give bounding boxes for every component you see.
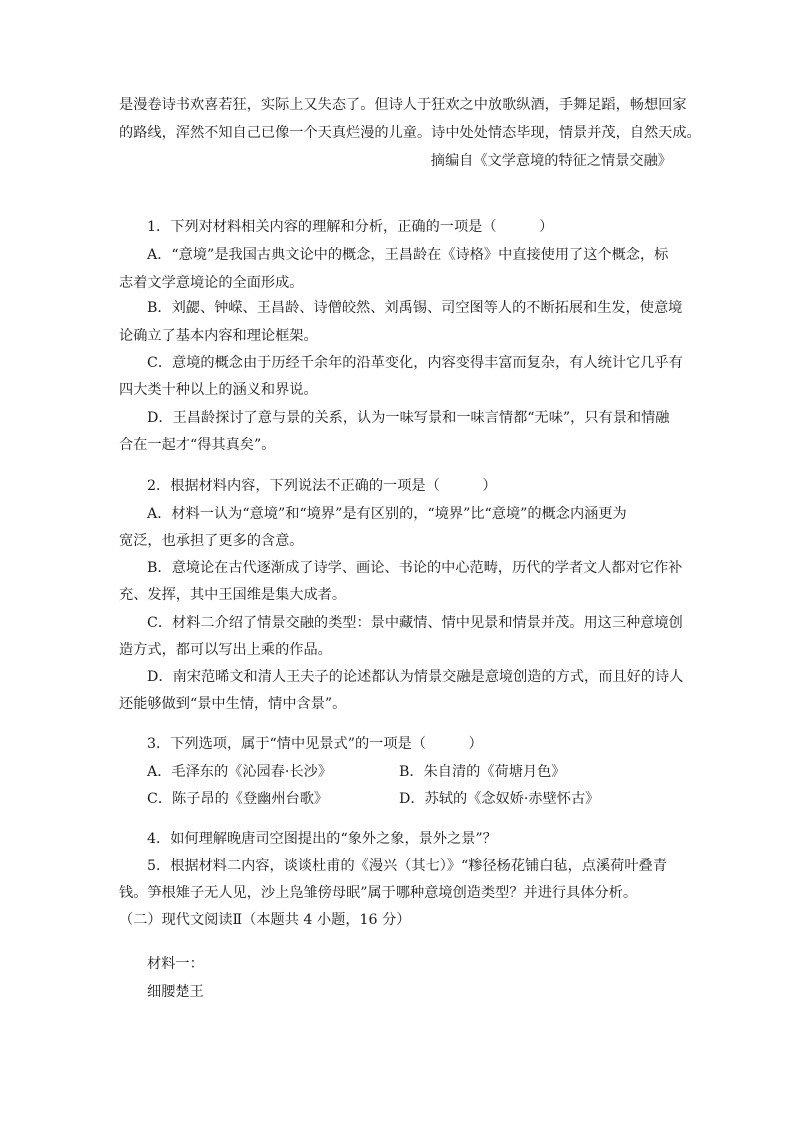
question-3-option-c: C．陈子昂的《登幽州台歌》 — [147, 791, 329, 807]
question-1-option-a-cont: 志着文学意境论的全面形成。 — [119, 275, 304, 291]
question-3-option-d: D．苏轼的《念奴娇·赤壁怀古》 — [399, 791, 600, 807]
question-2-option-c: C．材料二介绍了情景交融的类型：景中藏情、情中见景和情景并茂。用这三种意境创 — [147, 615, 683, 631]
question-1-option-d: D．王昌龄探讨了意与景的关系，认为一味写景和一味言情都“无味”，只有景和情融 — [147, 410, 670, 426]
question-2-option-b-cont: 充、发挥，其中王国维是集大成者。 — [119, 587, 347, 603]
question-1-stem: 1．下列对材料相关内容的理解和分析，正确的一项是（ ） — [147, 219, 554, 235]
section-heading: （二）现代文阅读Ⅱ（本题共 4 小题，16 分） — [119, 912, 411, 928]
question-2-option-d-cont: 还能够做到“景中生情，情中含景”。 — [119, 696, 347, 712]
question-1-option-b: B．刘勰、钟嵘、王昌龄、诗僧皎然、刘禹锡、司空图等人的不断拓展和生发，使意境 — [147, 300, 683, 316]
question-3-option-a: A．毛泽东的《沁园春·长沙》 — [147, 764, 333, 780]
question-3-stem: 3．下列选项，属于“情中见景式”的一项是（ ） — [147, 736, 483, 752]
question-1-option-a: A．“意境”是我国古典文论中的概念，王昌龄在《诗格》中直接使用了这个概念，标 — [147, 247, 669, 263]
passage-line: 是漫卷诗书欢喜若狂，实际上又失态了。但诗人于狂欢之中放歌纵酒，手舞足蹈，畅想回家 — [119, 97, 687, 113]
question-5-cont: 钱。笋根雉子无人见，沙上凫雏傍母眠”属于哪种意境创造类型？并进行具体分析。 — [119, 885, 638, 901]
material-title: 细腰楚王 — [147, 984, 204, 1000]
question-2-option-a-cont: 宽泛，也承担了更多的含意。 — [119, 533, 304, 549]
question-3-option-b: B．朱自清的《荷塘月色》 — [399, 764, 566, 780]
question-1-option-c-cont: 四大类十种以上的涵义和界说。 — [119, 382, 318, 398]
question-5: 5．根据材料二内容，谈谈杜甫的《漫兴（其七）》“糁径杨花铺白毡，点溪荷叶叠青 — [147, 858, 667, 874]
question-2-option-a: A．材料一认为“意境”和“境界”是有区别的，“境界”比“意境”的概念内涵更为 — [147, 506, 627, 522]
question-2-option-c-cont: 造方式，都可以写出上乘的作品。 — [119, 642, 332, 658]
material-label: 材料一： — [147, 956, 204, 972]
question-1-option-b-cont: 论确立了基本内容和理论框架。 — [119, 328, 318, 344]
source-attribution: 摘编自《文学意境的特征之情景交融》 — [430, 153, 672, 169]
passage-line: 的路线，浑然不知自己已像一个天真烂漫的儿童。诗中处处情态毕现，情景并茂，自然天成。 — [119, 125, 701, 141]
question-1-option-d-cont: 合在一起才“得其真矣”。 — [119, 437, 276, 453]
question-2-option-d: D．南宋范晞文和清人王夫子的论述都认为情景交融是意境创造的方式，而且好的诗人 — [147, 669, 684, 685]
question-4: 4．如何理解晚唐司空图提出的“象外之象，景外之景”？ — [147, 831, 497, 847]
question-1-option-c: C．意境的概念由于历经千余年的沿革变化，内容变得丰富而复杂，有人统计它几乎有 — [147, 355, 683, 371]
question-2-stem: 2．根据材料内容，下列说法不正确的一项是（ ） — [147, 478, 497, 494]
question-2-option-b: B．意境论在古代逐渐成了诗学、画论、书论的中心范畴，历代的学者文人都对它作补 — [147, 560, 683, 576]
